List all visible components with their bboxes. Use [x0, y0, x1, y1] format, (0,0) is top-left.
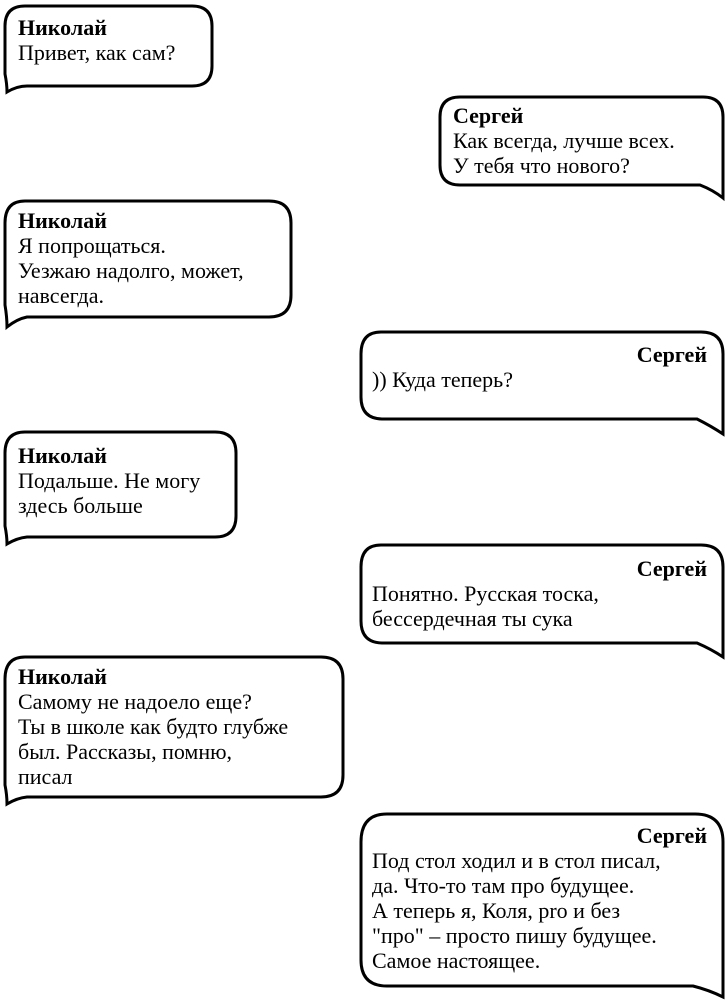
message-bubble-6 — [359, 543, 725, 658]
sender-name: Сергей — [453, 103, 524, 128]
sender-name: Николай — [18, 443, 107, 468]
sender-name: Николай — [18, 208, 107, 233]
message-text: Привет, как сам? — [18, 40, 176, 65]
sender-name: Николай — [18, 15, 107, 40]
message-bubble-1 — [3, 4, 214, 92]
message-bubble-5 — [3, 430, 238, 545]
sender-name: Николай — [18, 664, 107, 689]
message-bubble-7 — [3, 655, 345, 805]
message-text: Я попрощаться. Уезжаю надолго, может, навсегда. — [18, 233, 244, 308]
message-text: )) Куда теперь? — [372, 367, 513, 392]
message-bubble-4 — [359, 330, 725, 434]
sender-name: Сергей — [636, 823, 707, 848]
message-text: Подальше. Не могу здесь больше — [18, 468, 201, 518]
message-bubble-2 — [438, 95, 725, 198]
message-bubble-3 — [3, 199, 293, 329]
message-text: Как всегда, лучше всех. У тебя что нового? — [453, 128, 675, 178]
sender-name: Сергей — [636, 342, 707, 367]
message-text: Понятно. Русская тоска, бессердечная ты сука — [372, 581, 599, 631]
message-text: Самому не надоело еще? Ты в школе как будто глубже был. Рассказы, помню, писал — [18, 689, 289, 789]
message-text: Под стол ходил и в стол писал, да. Что-то там про будущее. А теперь я, Коля, pro и без "про" – просто пишу будущее. Самое настоящее. — [372, 848, 661, 973]
message-bubble-8 — [359, 812, 725, 999]
sender-name: Сергей — [636, 556, 707, 581]
